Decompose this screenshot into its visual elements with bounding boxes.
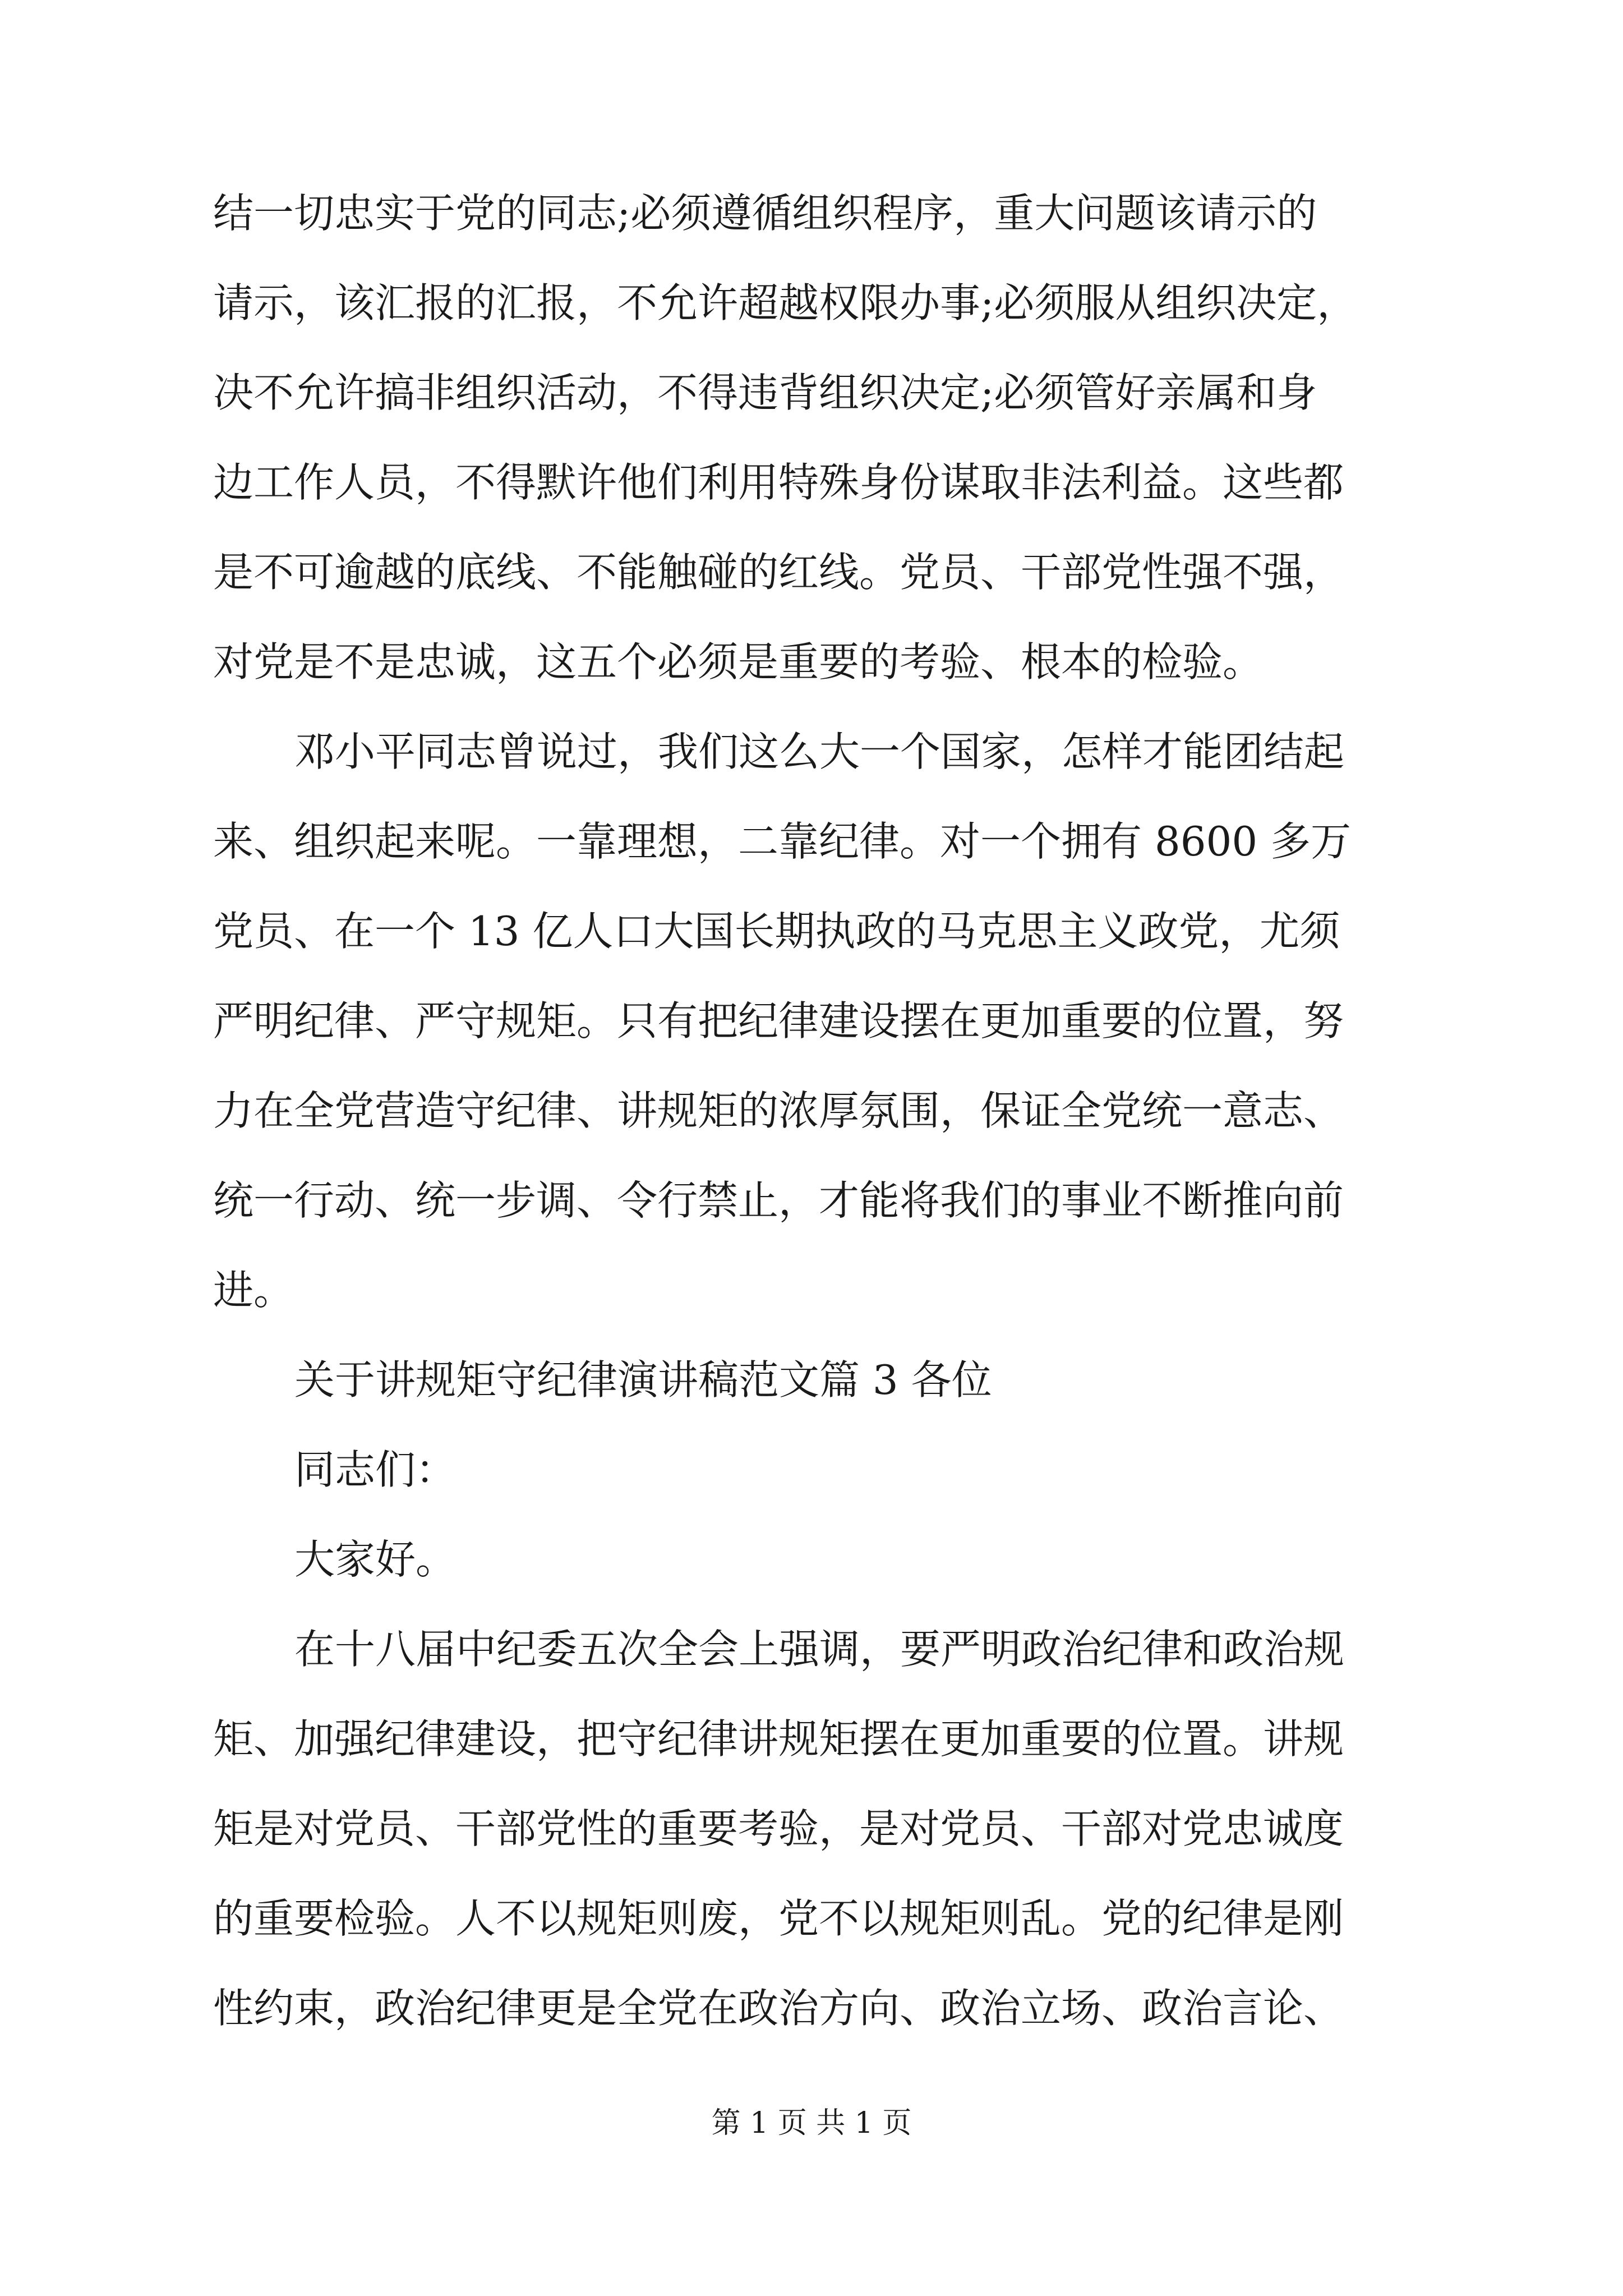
- text-line: 力在全党营造守纪律、讲规矩的浓厚氛围，保证全党统一意志、: [213, 1087, 1344, 1134]
- text-line: 邓小平同志曾说过，我们这么大一个国家，怎样才能团结起: [294, 728, 1345, 775]
- section-heading: 关于讲规矩守纪律演讲稿范文篇 3 各位: [294, 1356, 992, 1404]
- text-line: 决不允许搞非组织活动，不得违背组织决定;必须管好亲属和身: [213, 369, 1317, 416]
- text-line: 性约束，政治纪律更是全党在政治方向、政治立场、政治言论、: [213, 1985, 1344, 2032]
- text-line: 进。: [213, 1267, 294, 1314]
- text-line: 是不可逾越的底线、不能触碰的红线。党员、干部党性强不强，: [213, 549, 1344, 596]
- text-line: 对党是不是忠诚，这五个必须是重要的考验、根本的检验。: [213, 638, 1264, 685]
- text-line: 结一切忠实于党的同志;必须遵循组织程序，重大问题该请示的: [213, 190, 1317, 237]
- text-line: 矩是对党员、干部党性的重要考验，是对党员、干部对党忠诚度: [213, 1805, 1344, 1852]
- text-line: 请示，该汇报的汇报，不允许超越权限办事;必须服从组织决定，: [213, 279, 1358, 326]
- text-line: 统一行动、统一步调、令行禁止，才能将我们的事业不断推向前: [213, 1177, 1344, 1224]
- text-line: 严明纪律、严守规矩。只有把纪律建设摆在更加重要的位置，努: [213, 997, 1344, 1045]
- salutation: 同志们：: [294, 1446, 457, 1493]
- text-line: 边工作人员，不得默许他们利用特殊身份谋取非法利益。这些都: [213, 459, 1344, 506]
- text-line: 在十八届中纪委五次全会上强调，要严明政治纪律和政治规: [294, 1626, 1345, 1673]
- text-line: 党员、在一个 13 亿人口大国长期执政的马克思主义政党，尤须: [213, 908, 1340, 955]
- text-line: 来、组织起来呢。一靠理想，二靠纪律。对一个拥有 8600 多万: [213, 818, 1352, 865]
- text-line: 的重要检验。人不以规矩则废，党不以规矩则乱。党的纪律是刚: [213, 1895, 1344, 1942]
- page-number-footer: 第 1 页 共 1 页: [711, 2106, 912, 2140]
- greeting: 大家好。: [294, 1536, 457, 1583]
- text-line: 矩、加强纪律建设，把守纪律讲规矩摆在更加重要的位置。讲规: [213, 1715, 1344, 1763]
